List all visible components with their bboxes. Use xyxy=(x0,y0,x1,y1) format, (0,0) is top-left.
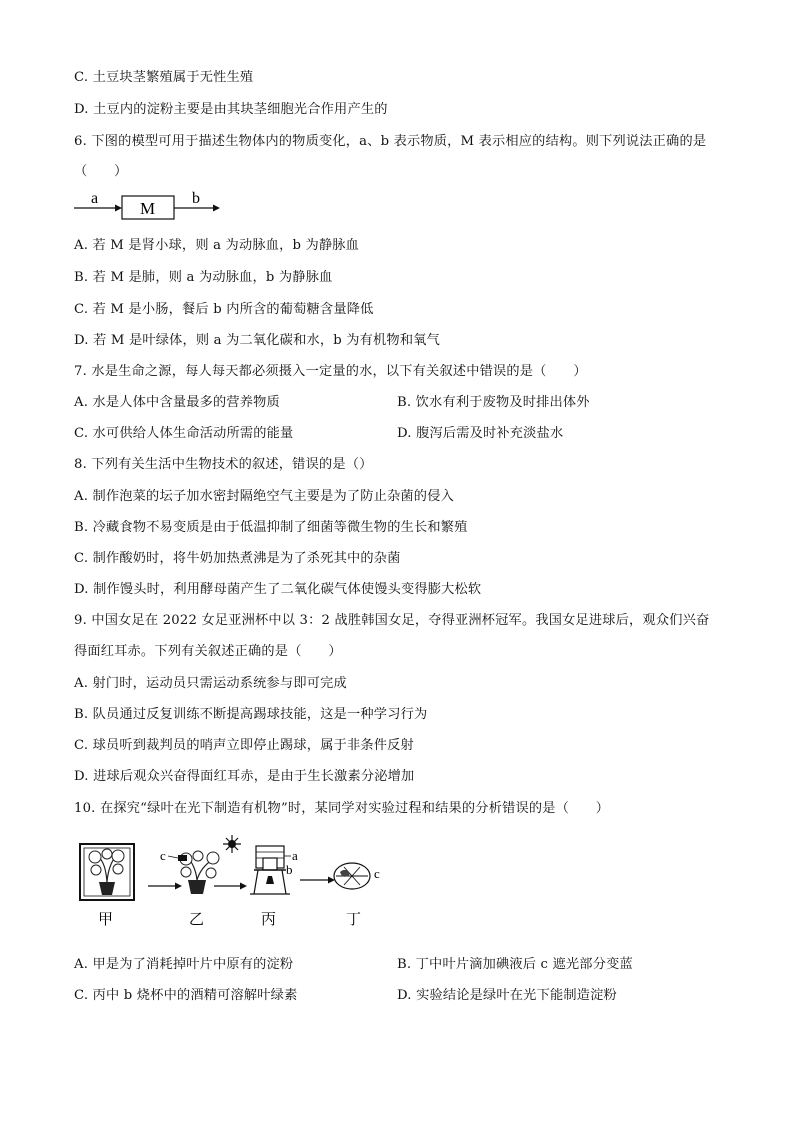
q8-option-a: A. 制作泡菜的坛子加水密封隔绝空气主要是为了防止杂菌的侵入 xyxy=(74,489,454,504)
step-bing-label: 丙 xyxy=(261,912,277,928)
q8-option-b: B. 冷藏食物不易变质是由于低温抑制了细菌等微生物的生长和繁殖 xyxy=(74,520,468,535)
step-jia-plant-in-dark xyxy=(80,844,134,900)
q6-stem-line1: 6. 下图的模型可用于描述生物体内的物质变化，a、b 表示物质，M 表示相应的结构。则下列说法正确的是 xyxy=(74,134,707,149)
q5-option-c: C. 土豆块茎繁殖属于无性生殖 xyxy=(74,70,254,85)
q6-option-c: C. 若 M 是小肠，餐后 b 内所含的葡萄糖含量降低 xyxy=(74,302,374,317)
step-jia-label: 甲 xyxy=(98,912,114,928)
q7-option-d: D. 腹泻后需及时补充淡盐水 xyxy=(397,426,564,441)
step-yi-covered-leaf-plant xyxy=(178,851,219,894)
q5-option-d: D. 土豆内的淀粉主要是由其块茎细胞光合作用产生的 xyxy=(74,102,388,117)
q10-option-d: D. 实验结论是绿叶在光下能制造淀粉 xyxy=(397,988,617,1003)
cover-label-c: c xyxy=(160,848,166,863)
q7-option-c: C. 水可供给人体生命活动所需的能量 xyxy=(74,426,294,441)
q9-option-a: A. 射门时，运动员只需运动系统参与即可完成 xyxy=(74,676,347,691)
q10-option-c: C. 丙中 b 烧杯中的酒精可溶解叶绿素 xyxy=(74,988,298,1003)
q7-option-b: B. 饮水有利于废物及时排出体外 xyxy=(397,395,590,410)
q9-stem-line2: 得面红耳赤。下列有关叙述正确的是（ ） xyxy=(74,644,342,659)
q9-stem-line1: 9. 中国女足在 2022 女足亚洲杯中以 3：2 战胜韩国女足，夺得亚洲杯冠军。我国女足进球后，观众们兴奋 xyxy=(74,613,710,628)
q9-option-b: B. 队员通过反复训练不断提高踢球技能，这是一种学习行为 xyxy=(74,707,428,722)
q8-option-d: D. 制作馒头时，利用酵母菌产生了二氧化碳气体使馒头变得膨大松软 xyxy=(74,582,482,597)
q7-stem: 7. 水是生命之源，每人每天都必须摄入一定量的水，以下有关叙述中错误的是（ ） xyxy=(74,364,587,379)
q9-option-d: D. 进球后观众兴奋得面红耳赤，是由于生长激素分泌增加 xyxy=(74,769,415,784)
q6-model-diagram xyxy=(74,186,234,222)
q10-stem: 10. 在探究“绿叶在光下制造有机物”时，某同学对实验过程和结果的分析错误的是（ ） xyxy=(74,801,610,816)
label-m: M xyxy=(140,199,156,218)
q10-option-b: B. 丁中叶片滴加碘液后 c 遮光部分变蓝 xyxy=(397,957,633,972)
step-ding-stained-leaf xyxy=(334,863,370,889)
label-a: a xyxy=(91,190,99,207)
beaker-label-b: b xyxy=(286,862,293,877)
output-arrow-head xyxy=(213,205,220,212)
leaf-label-c: c xyxy=(374,866,380,881)
step-ding-label: 丁 xyxy=(346,912,362,928)
beaker-label-a: a xyxy=(292,848,298,863)
q10-experiment-figure xyxy=(74,832,394,932)
step-yi-label: 乙 xyxy=(189,912,205,928)
q8-stem: 8. 下列有关生活中生物技术的叙述，错误的是（） xyxy=(74,457,373,472)
q10-option-a: A. 甲是为了消耗掉叶片中原有的淀粉 xyxy=(74,957,294,972)
q6-option-b: B. 若 M 是肺，则 a 为动脉血，b 为静脉血 xyxy=(74,270,333,285)
step-bing-water-bath-apparatus xyxy=(250,846,290,894)
q6-stem-line2: （ ） xyxy=(74,164,128,179)
q7-option-a: A. 水是人体中含量最多的营养物质 xyxy=(74,395,280,410)
input-arrow-head xyxy=(115,205,122,212)
q8-option-c: C. 制作酸奶时，将牛奶加热煮沸是为了杀死其中的杂菌 xyxy=(74,551,401,566)
q6-option-a: A. 若 M 是肾小球，则 a 为动脉血，b 为静脉血 xyxy=(74,238,360,253)
q9-option-c: C. 球员听到裁判员的哨声立即停止踢球，属于非条件反射 xyxy=(74,738,414,753)
label-b: b xyxy=(192,190,200,207)
q6-option-d: D. 若 M 是叶绿体，则 a 为二氧化碳和水，b 为有机物和氧气 xyxy=(74,333,440,348)
sun-icon xyxy=(223,835,241,853)
